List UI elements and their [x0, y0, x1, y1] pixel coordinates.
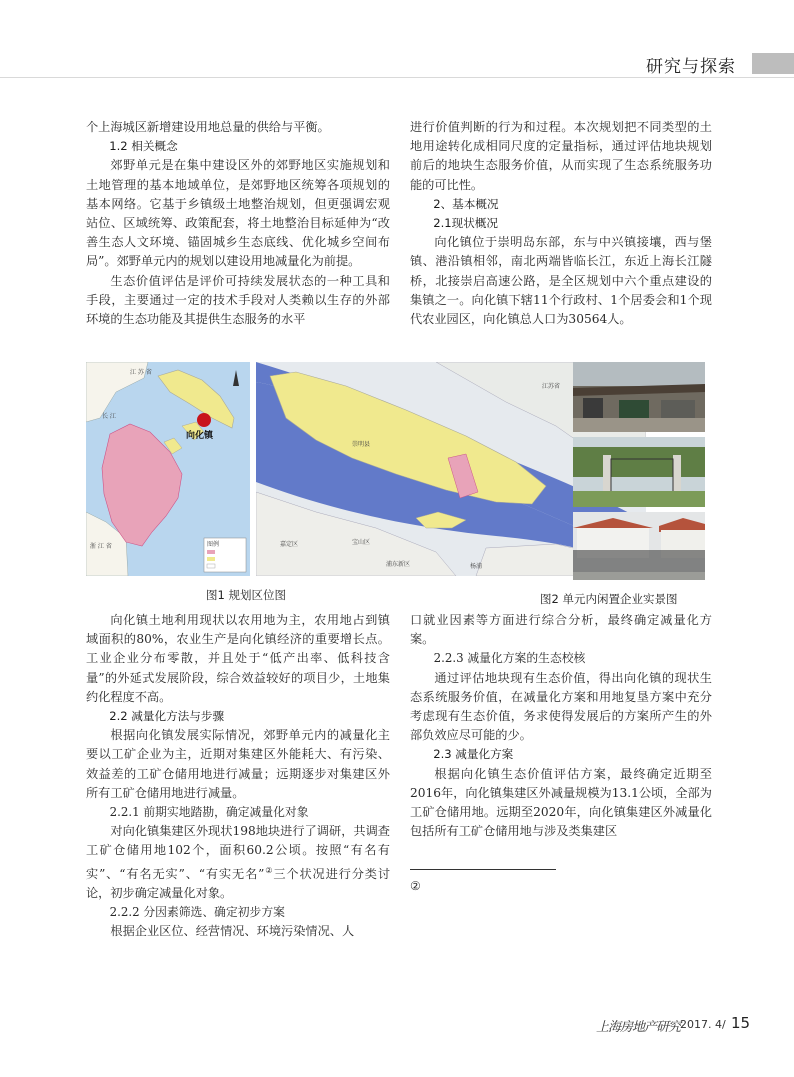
paragraph: 个上海城区新增建设用地总量的供给与平衡。 — [86, 120, 330, 134]
header-rule — [0, 77, 794, 78]
map-label: 嘉定区 — [280, 541, 299, 548]
paragraph: 根据向化镇发展实际情况，郊野单元内的减量化主要以工矿企业为主，近期对集建区外能耗大、有污染、效益差的工矿仓储用地进行减量；远期逐步对集建区外所有工矿仓储用地进行减量。 — [86, 728, 390, 800]
footnote-rule — [410, 869, 556, 870]
footnote-ref: ② — [264, 865, 274, 875]
shanghai-location-map — [86, 362, 250, 576]
legend-title: 图例 — [207, 541, 220, 548]
heading-2-2-3: 2.2.3 减量化方案的生态校核 — [433, 651, 586, 666]
paragraph: 郊野单元是在集中建设区外的郊野地区实施规划和土地管理的基本地域单位，是郊野地区统筹各项规划的基本网络。它基于乡镇级土地整治规划，但更强调宏观站位、区域统筹、政策配套，将土地整治目标延伸为“改善生态人文环境、锚固城乡生态底线、优化城乡空间布局”。郊野单元内的规划以建设用地减量化为前提。 — [86, 158, 390, 269]
map-label: 江 苏 省 — [130, 369, 152, 376]
map-label: 浦东新区 — [386, 561, 411, 568]
map-label: 浙 江 省 — [90, 543, 112, 550]
idle-factory-photo — [573, 362, 705, 432]
idle-factory-building-photo — [573, 512, 705, 580]
idle-factory-gate-photo — [573, 437, 705, 507]
paragraph: 进行价值判断的行为和过程。本次规划把不同类型的土地用途转化成相同尺度的定量指标，通过评估地块规划前后的地块生态服务价值，从而实现了生态系统服务功能的可比性。 — [410, 120, 712, 192]
heading-2-2-2: 2.2.2 分因素筛选、确定初步方案 — [109, 905, 285, 920]
map-label: 崇明县 — [352, 441, 371, 448]
paragraph-text: 对向化镇集建区外现状198地块进行了调研，共调查工矿仓储用地102个，面积60.2公顷。按照“有名有实”、“有名无实”、“有实无名” — [86, 824, 390, 881]
figure-1-caption: 图1 规划区位图 — [206, 588, 286, 602]
paragraph: 根据企业区位、经营情况、环境污染情况、人 — [110, 924, 355, 939]
page-number: 15 — [731, 1014, 751, 1032]
section-title: 研究与探索 — [646, 57, 736, 77]
header-bar — [752, 53, 794, 74]
paragraph: 生态价值评估是评价可持续发展状态的一种工具和手段，主要通过一定的技术手段对人类赖以生存的外部环境的生态功能及其提供生态服务的水平 — [86, 273, 390, 327]
paragraph: 通过评估地块现有生态价值，得出向化镇的现状生态系统服务价值，在减量化方案和用地复垦方案中充分考虑现有生态价值，务求使得发展后的方案所产生的外部负效应尽可能的少。 — [410, 670, 712, 743]
figure-2-caption: 图2 单元内闲置企业实景图 — [540, 592, 678, 606]
map-label: 江苏省 — [542, 383, 561, 390]
issue-date: 2017. 4/ — [680, 1018, 726, 1031]
map-label: 杨浦 — [470, 563, 483, 570]
heading-2-1: 2.1现状概况 — [433, 216, 499, 231]
map-label: 宝山区 — [352, 539, 371, 546]
heading-2: 2、基本概况 — [433, 196, 499, 211]
paragraph: 根据向化镇生态价值评估方案，最终确定近期至2016年，向化镇集建区外减量规模为13.1公顷，全部为工矿仓储用地。远期至2020年，向化镇集建区外减量化包括所有工矿仓储用地与涉及类集建区 — [410, 766, 712, 839]
town-marker-icon — [197, 413, 211, 427]
paragraph-text: 三个状况进行分类讨论，初步确定减量化对象。 — [86, 866, 391, 900]
footnote-mark: ② — [410, 879, 421, 893]
town-label: 向化镇 — [186, 431, 214, 441]
paragraph — [86, 822, 390, 903]
map-label: 长 江 — [102, 413, 116, 420]
right-column-bottom — [410, 611, 712, 841]
left-column-top — [86, 118, 390, 329]
map-svg — [86, 362, 250, 576]
paragraph: 向化镇位于崇明岛东部，东与中兴镇接壤，西与堡镇、港沿镇相邻，南北两端皆临长江，东近上海长江隧桥，北接崇启高速公路，是全区规划中六个重点建设的集镇之一。向化镇下辖11个行政村、1个居委会和1个现代农业园区，向化镇总人口为30564人。 — [410, 235, 712, 327]
heading-2-3: 2.3 减量化方案 — [433, 747, 514, 762]
paragraph: 向化镇土地利用现状以农用地为主，农用地占到镇域面积的80%，农业生产是向化镇经济的重要增长点。工业企业分布零散，并且处于“低产出率、低科技含量”的外延式发展阶段，综合效益较好的项目少，土地集约化程度不高。 — [86, 613, 390, 704]
left-column-bottom — [86, 611, 390, 942]
heading-1-2: 1.2 相关概念 — [109, 139, 178, 154]
paragraph: 口就业因素等方面进行综合分析，最终确定减量化方案。 — [410, 613, 712, 647]
heading-2-2-1: 2.2.1 前期实地踏勘，确定减量化对象 — [109, 805, 309, 820]
right-column-top — [410, 118, 712, 329]
journal-logo: 上海房地产研究 — [596, 1020, 681, 1035]
heading-2-2: 2.2 减量化方法与步骤 — [109, 709, 225, 724]
